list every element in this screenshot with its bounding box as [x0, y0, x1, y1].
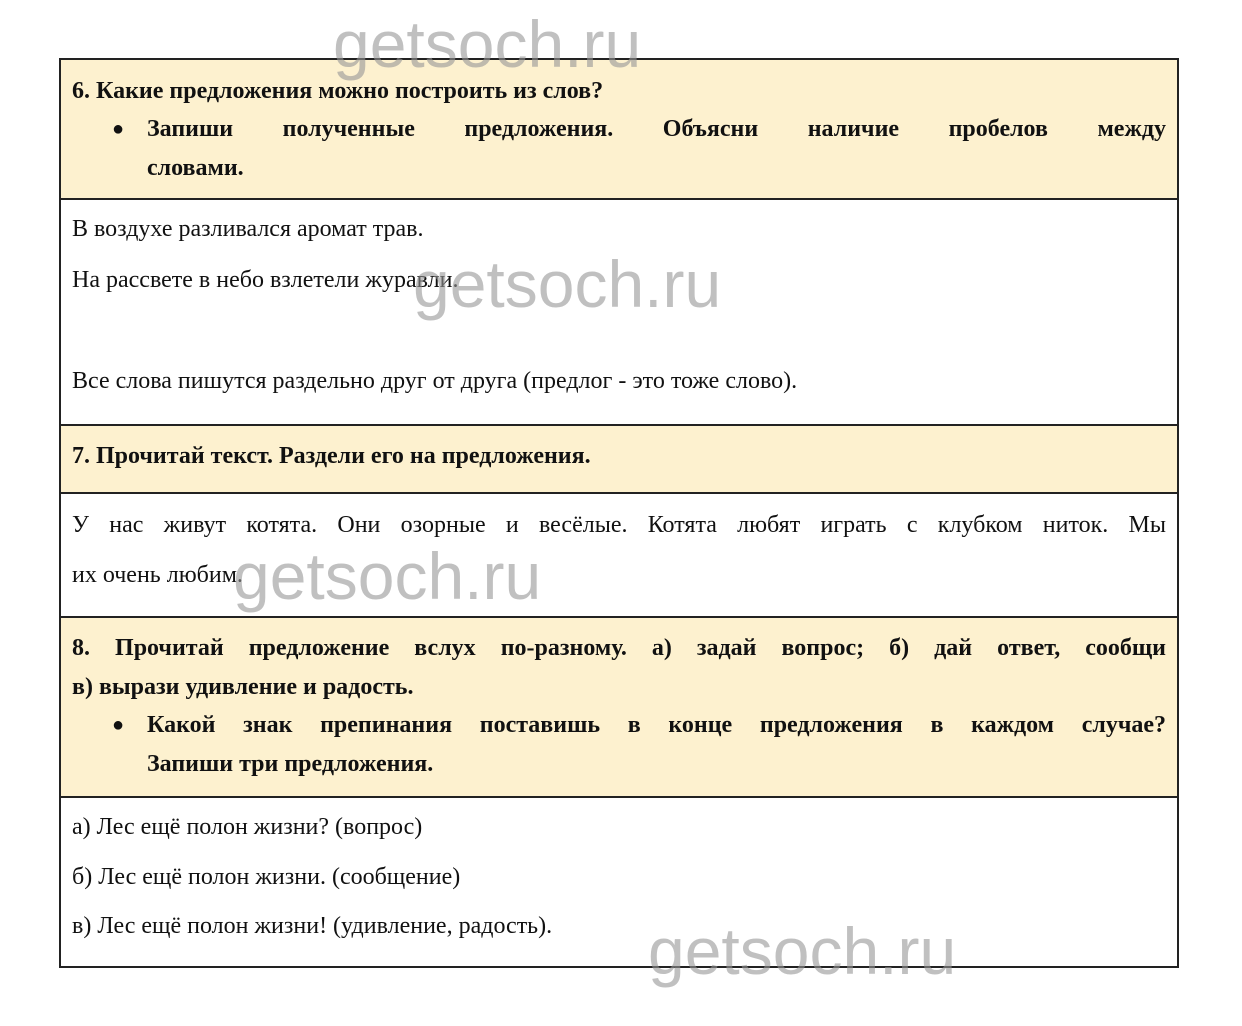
watermark: getsoch.ru: [648, 914, 957, 988]
bullet-icon: ●: [112, 714, 125, 736]
task-7-block: [61, 426, 1177, 494]
answer-6-line1: В воздухе разливался аромат трав.: [72, 216, 424, 242]
answer-6-block: [61, 200, 1177, 426]
task-8-title-line2: в) вырази удивление и радость.: [72, 674, 414, 700]
worksheet-table: [59, 58, 1179, 968]
answer-6-line2: На рассвете в небо взлетели журавли.: [72, 267, 459, 293]
bullet-icon: ●: [112, 118, 125, 140]
task-8-bullet-line1: Какой знак препинания поставишь в конце предложения в каждом случае?: [147, 712, 1166, 738]
task-6-bullet-line1: Запиши полученные предложения. Объясни наличие пробелов между: [147, 116, 1166, 142]
task-6-bullet-line2: словами.: [147, 155, 244, 181]
task-6-title: 6. Какие предложения можно построить из слов?: [72, 78, 604, 104]
watermark: getsoch.ru: [413, 247, 722, 321]
task-8-bullet-line2: Запиши три предложения.: [147, 751, 434, 777]
task-8-block: [61, 618, 1177, 798]
answer-8-line3: в) Лес ещё полон жизни! (удивление, радость).: [72, 913, 553, 939]
task-8-title-line1: 8. Прочитай предложение вслух по-разному. а) задай вопрос; б) дай ответ, сообщи: [72, 635, 1166, 661]
answer-8-line2: б) Лес ещё полон жизни. (сообщение): [72, 864, 461, 890]
watermark: getsoch.ru: [333, 7, 642, 81]
answer-7-block: [61, 494, 1177, 618]
answer-8-line1: а) Лес ещё полон жизни? (вопрос): [72, 814, 423, 840]
answer-7-line2: их очень любим.: [72, 562, 243, 588]
task-7-title: 7. Прочитай текст. Раздели его на предложения.: [72, 443, 591, 469]
task-6-block: [61, 60, 1177, 200]
answer-7-line1: У нас живут котята. Они озорные и весёлые. Котята любят играть с клубком ниток. Мы: [72, 512, 1166, 538]
answer-8-block: [61, 798, 1177, 968]
answer-6-line3: Все слова пишутся раздельно друг от друга (предлог - это тоже слово).: [72, 368, 798, 394]
watermark: getsoch.ru: [233, 539, 542, 613]
